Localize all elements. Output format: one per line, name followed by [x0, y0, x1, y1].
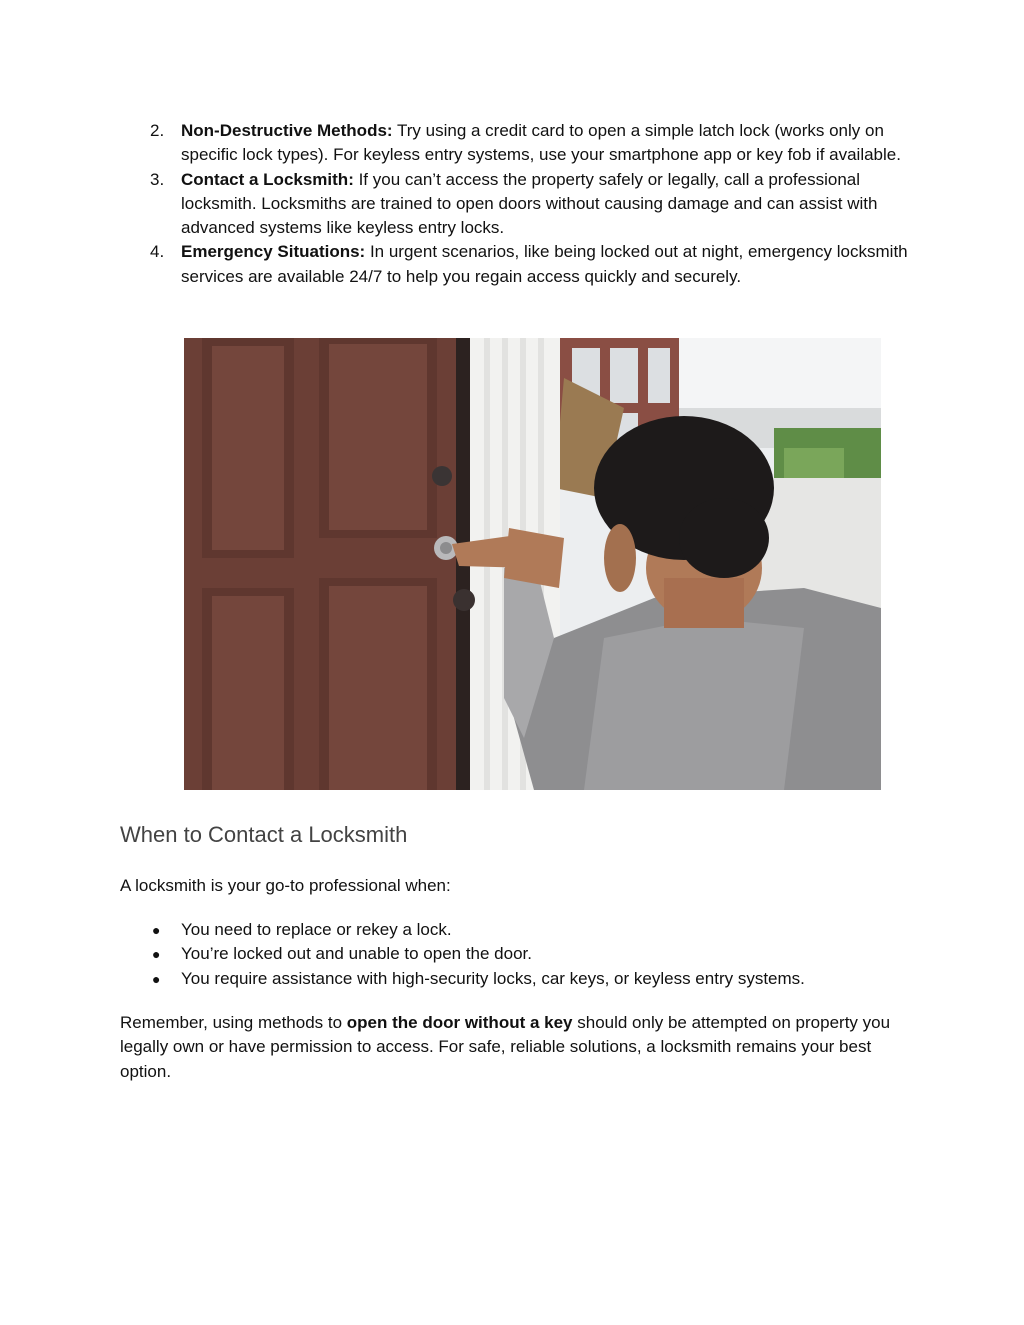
numbered-steps-list [120, 119, 910, 289]
bullet-icon: ● [152, 946, 161, 963]
list-item [120, 240, 910, 289]
list-item [120, 942, 910, 966]
step-text: In urgent scenarios, like being locked out at night, emergency locksmith services are available 24/7 to help you regain access quickly and securely. [181, 242, 908, 286]
list-item [120, 119, 910, 168]
list-item [120, 967, 910, 991]
locksmith-photo [184, 338, 881, 790]
section-heading: When to Contact a Locksmith [120, 822, 408, 847]
bullet-icon: ● [152, 922, 161, 938]
step-title: Contact a Locksmith: [181, 169, 354, 189]
list-number: 2. [150, 121, 165, 140]
closing-keyword: open the door without a key [346, 1013, 573, 1032]
bullet-text: You’re locked out and unable to open the door. [181, 944, 532, 964]
bullet-text: You require assistance with high-security locks, car keys, or keyless entry systems. [181, 968, 805, 988]
list-number: 4. [150, 242, 165, 262]
bullet-icon: ● [152, 970, 161, 987]
list-number: 3. [150, 169, 165, 189]
step-title: Emergency Situations: [181, 242, 366, 262]
locksmith-illustration [184, 338, 881, 790]
list-item [120, 168, 910, 241]
closing-paragraph [120, 1011, 910, 1084]
step-title: Non-Destructive Methods: [181, 121, 393, 140]
section-intro: A locksmith is your go-to professional when: [120, 876, 451, 895]
closing-text-start: Remember, using methods to [120, 1013, 347, 1032]
closing-text-end: should only be attempted on property you legally own or have permission to access. For safe, reliable solutions, a locksmith remains your best option. [120, 1013, 891, 1081]
list-item [120, 918, 910, 942]
bullet-list [120, 918, 910, 991]
step-text: If you can’t access the property safely or legally, call a professional locksmith. Locksmiths are trained to open doors without causing damage and can assist with advanced systems like keyless entry locks. [181, 169, 878, 238]
step-text: Try using a credit card to open a simple latch lock (works only on specific lock types). For keyless entry systems, use your smartphone app or key fob if available. [181, 121, 901, 165]
bullet-text: You need to replace or rekey a lock. [181, 920, 452, 939]
